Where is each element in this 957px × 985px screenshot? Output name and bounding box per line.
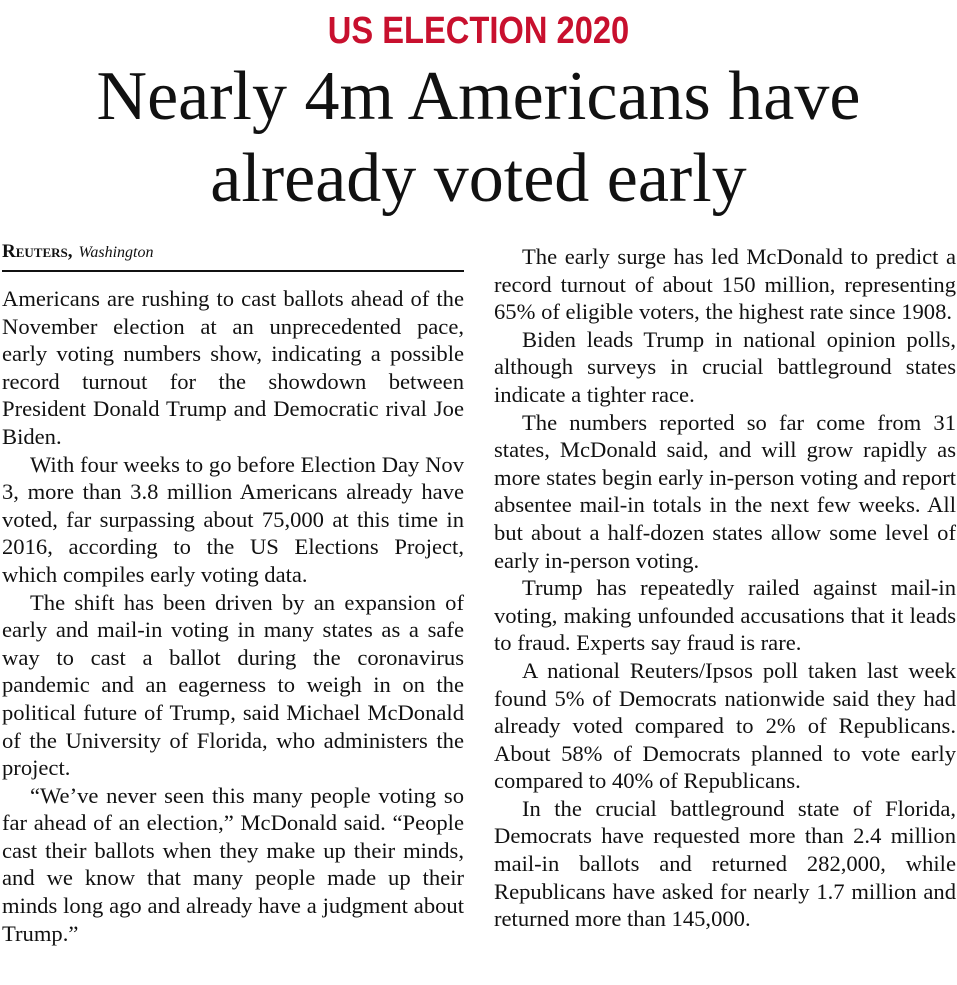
article-column-right (494, 243, 956, 933)
byline (2, 240, 464, 272)
article-paragraph: Trump has repeatedly railed against mail-in voting, making unfounded accusations that it leads to fraud. Experts say fraud is rare. (494, 575, 956, 656)
article-paragraph: “We’ve never seen this many people voting so far ahead of an election,” McDonald said. “People cast their ballots when they make up their minds, and we know that many people made up their minds long ago and already have a judgment about Trump.” (2, 782, 464, 946)
article-paragraph: In the crucial battleground state of Florida, Democrats have requested more than 2.4 million mail-in ballots and returned 282,000, while Republicans have asked for nearly 1.7 million and returned more than 145,000. (494, 795, 956, 932)
headline: Nearly 4m Americans have already voted early (96, 58, 861, 217)
article-paragraph: A national Reuters/Ipsos poll taken last week found 5% of Democrats nationwide said they had already voted compared to 2% of Republicans. About 58% of Democrats planned to vote early compared to 40% of Republicans. (494, 657, 956, 794)
article-paragraph: Biden leads Trump in national opinion polls, although surveys in crucial battleground states indicate a tighter race. (494, 326, 956, 407)
article-paragraph: With four weeks to go before Election Day Nov 3, more than 3.8 million Americans already have voted, far surpassing about 75,000 at this time in 2016, according to the US Elections Project, which compiles early voting data. (2, 451, 464, 587)
article-paragraph: The numbers reported so far come from 31 states, McDonald said, and will grow rapidly as more states begin early in-person voting and report absentee mail-in totals in the next few weeks. All but about a half-dozen states allow some level of early in-person voting. (494, 409, 956, 573)
section-kicker: US ELECTION 2020 (327, 10, 630, 52)
article-paragraph: Americans are rushing to cast ballots ahead of the November election at an unprecedented pace, early voting numbers show, indicating a possible record turnout for the showdown between President Donald Trump and Democratic rival Joe Biden. (2, 286, 464, 449)
article-paragraph: The early surge has led McDonald to predict a record turnout of about 150 million, representing 65% of eligible voters, the highest rate since 1908. (494, 244, 956, 325)
article-column-left (2, 285, 464, 947)
byline-location: Washington (78, 244, 154, 261)
article-paragraph: The shift has been driven by an expansion of early and mail-in voting in many states as a safe way to cast a ballot during the coronavirus pandemic and an eagerness to weigh in on the political future of Trump, said Michael McDonald of the University of Florida, who administers the project. (2, 589, 464, 781)
byline-agency: Reuters, (2, 241, 73, 262)
